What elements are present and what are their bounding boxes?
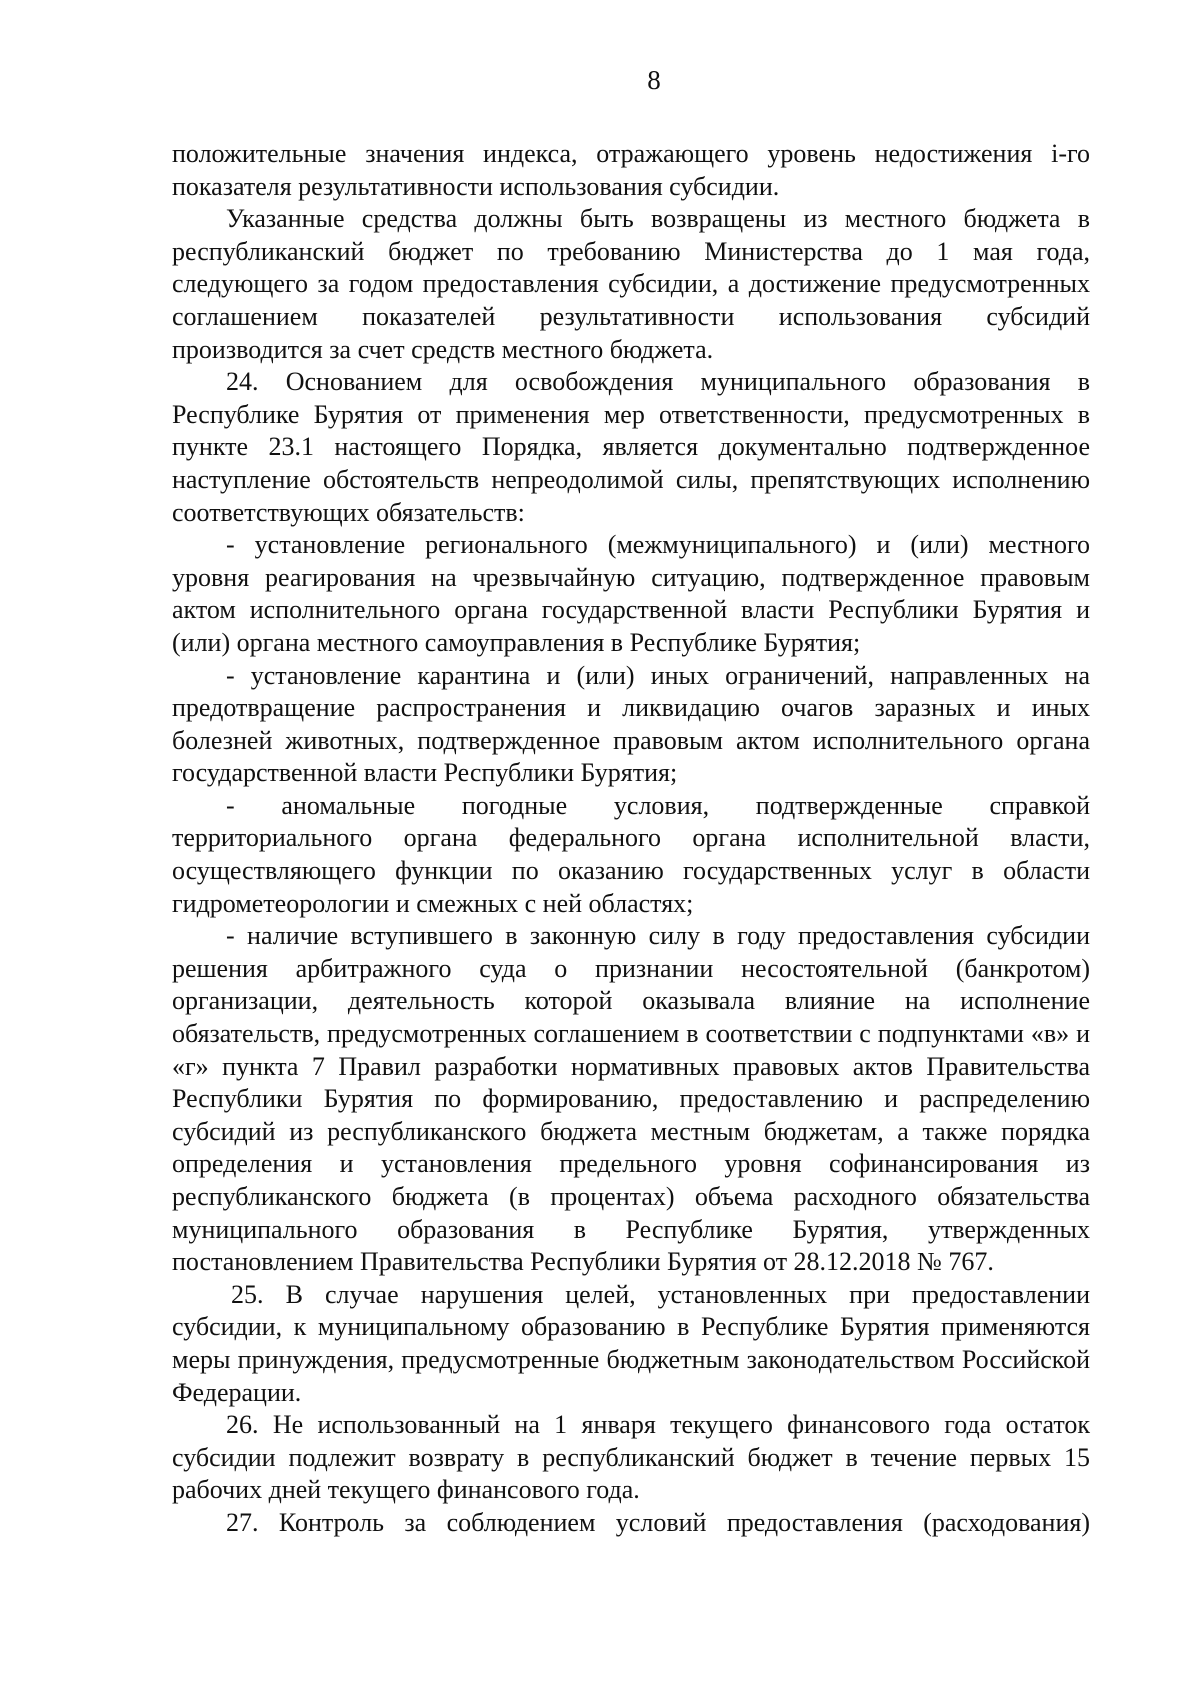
list-item-court-decision: - наличие вступившего в законную силу в году предоставления субсидии решения арбитражного суда о признании несостоятельной (банкротом) организации, деятельность которой оказывала влияние на исполнение обязательств, предусмотренных соглашением в соответствии с подпунктами «в» и «г» пункта 7 Правил разработки нормативных правовых актов Правительства Республики Бурятия по формированию, предоставлению и распределению субсидий из республиканского бюджета местным бюджетам, а также порядка определения и установления предельного уровня софинансирования из республиканского бюджета (в процентах) объема расходного обязательства муниципального образования в Республике Бурятия, утвержденных постановлением Правительства Республики Бурятия от 28.12.2018 № 767. [172, 921, 1090, 1277]
paragraph-index-continuation: положительные значения индекса, отражающего уровень недостижения i-го показателя результативности использования субсидии. [172, 139, 1090, 201]
list-item-quarantine: - установление карантина и (или) иных ограничений, направленных на предотвращение распространения и ликвидацию очагов заразных и иных болезней животных, подтвержденное правовым актом исполнительного органа государственной власти Республики Бурятия; [172, 660, 1090, 788]
paragraph-26: 26. Не использованный на 1 января текущего финансового года остаток субсидии подлежит возврату в республиканский бюджет в течение первых 15 рабочих дней текущего финансового года. [172, 1410, 1090, 1505]
paragraph-25: 25. В случае нарушения целей, установленных при предоставлении субсидии, к муниципальному образованию в Республике Бурятия применяются меры принуждения, предусмотренные бюджетным законодательством Российской Федерации. [172, 1279, 1090, 1407]
paragraph-27: 27. Контроль за соблюдением условий предоставления (расходования) [226, 1507, 1090, 1537]
list-item-weather-conditions: - аномальные погодные условия, подтвержденные справкой территориального органа федерального органа исполнительной власти, осуществляющего функции по оказанию государственных услуг в области гидрометеорологии и смежных с ней областях; [172, 790, 1090, 918]
document-page [172, 62, 1090, 1540]
page-number: 8 [647, 65, 661, 95]
paragraph-24: 24. Основанием для освобождения муниципального образования в Республике Бурятия от применения мер ответственности, предусмотренных в пункте 23.1 настоящего Порядка, является документально подтвержденное наступление обстоятельств непреодолимой силы, препятствующих исполнению соответствующих обязательств: [172, 367, 1090, 527]
body-text [172, 138, 1090, 1540]
paragraph-funds-return: Указанные средства должны быть возвращены из местного бюджета в республиканский бюджет по требованию Министерства до 1 мая года, следующего за годом предоставления субсидии, а достижение предусмотренных соглашением показателей результативности использования субсидий производится за счет средств местного бюджета. [172, 204, 1090, 364]
list-item-emergency-response: - установление регионального (межмуниципального) и (или) местного уровня реагирования на чрезвычайную ситуацию, подтвержденное правовым актом исполнительного органа государственной власти Республики Бурятия и (или) органа местного самоуправления в Республике Бурятия; [172, 530, 1090, 657]
